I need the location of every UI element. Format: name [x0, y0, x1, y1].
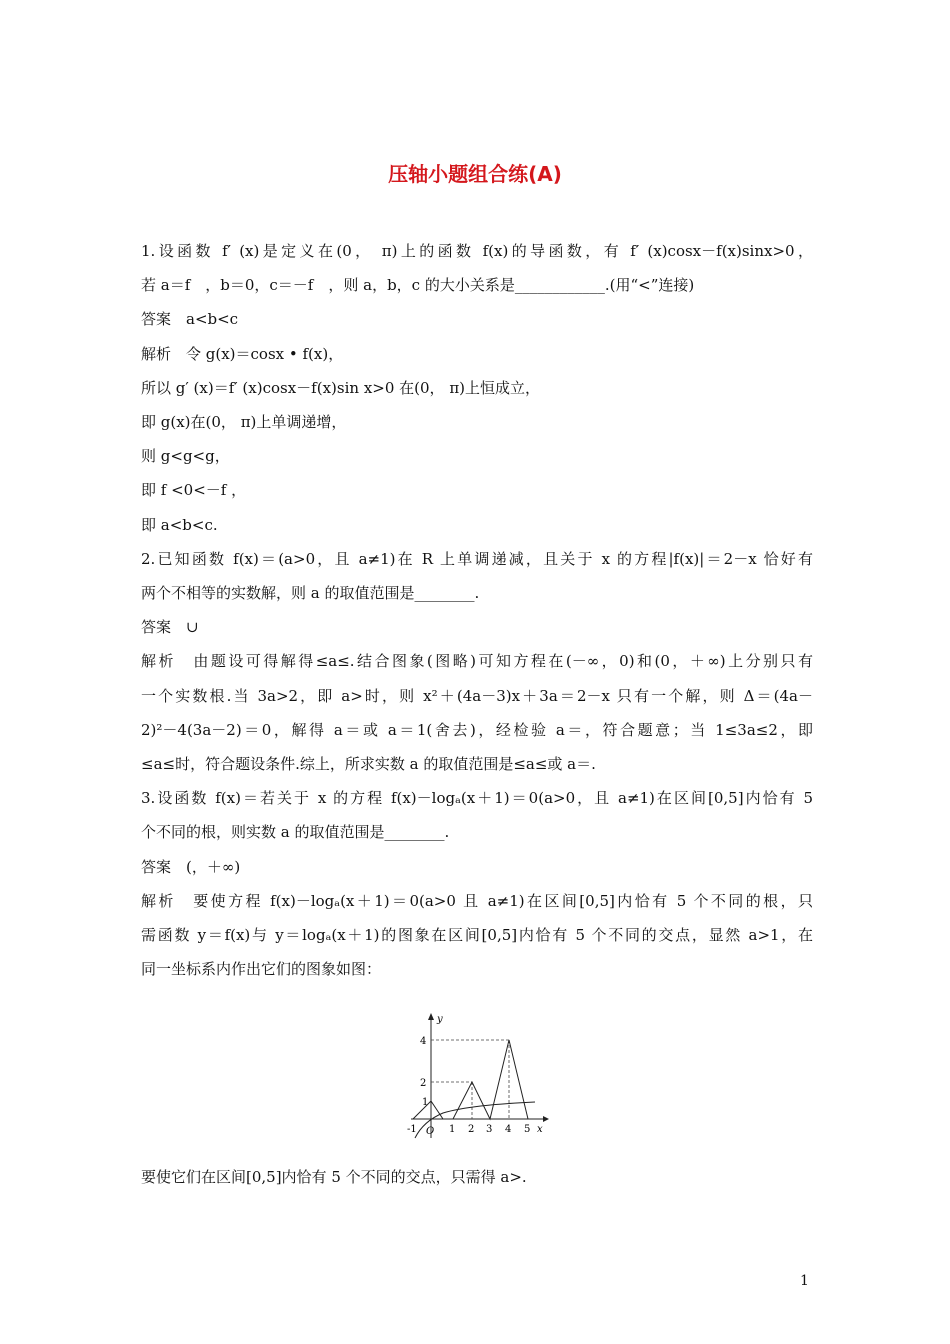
y-tick-label: 1 — [422, 1097, 429, 1108]
text-line: 一个实数根.当 3a>2，即 a>时，则 x²＋(4a－3)x＋3a＝2－x 只有一个解，则 Δ＝(4a－ — [141, 686, 813, 705]
text-line: 2)²－4(3a－2)＝0，解得 a＝或 a＝1(舍去)，经检验 a＝，符合题意；当 1≤3a≤2，即 — [141, 720, 813, 739]
text-line: 解析 要使方程 f(x)－logₐ(x＋1)＝0(a>0 且 a≠1)在区间[0,5]内恰有 5 个不同的根，只 — [141, 891, 813, 910]
text-line: 解析 由题设可得解得≤a≤.结合图象(图略)可知方程在(－∞，0)和(0，＋∞)上分别只有 — [141, 652, 813, 671]
x-tick-label: 1 — [449, 1124, 456, 1135]
text-line: 答案 a<b<c — [141, 310, 239, 329]
x-tick-label: -1 — [407, 1124, 417, 1135]
text-line: 答案 ∪ — [141, 618, 199, 637]
text-line: 即 f <0<－f ， — [141, 481, 247, 500]
text-line: 所以 g′ (x)＝f′ (x)cosx－f(x)sin x>0 在(0， π)上恒成立， — [141, 378, 541, 397]
y-tick-label: 4 — [420, 1036, 427, 1047]
text-line: 3.设函数 f(x)＝若关于 x 的方程 f(x)－logₐ(x＋1)＝0(a>0，且 a≠1)在区间[0,5]内恰有 5 — [141, 789, 813, 808]
page-number: 1 — [800, 1273, 809, 1289]
document-body — [141, 234, 813, 986]
text-line: 即 g(x)在(0， π)上单调递增， — [141, 413, 347, 432]
x-tick-label: 4 — [505, 1124, 512, 1135]
y-tick-label: 2 — [420, 1078, 427, 1089]
text-line: 若 a＝f ，b＝0，c＝－f ，则 a，b，c 的大小关系是____________.(用“<”连接) — [141, 276, 695, 295]
document-body-continued — [141, 1160, 813, 1194]
x-tick-label: 3 — [486, 1124, 493, 1135]
text-line: 要使它们在区间[0,5]内恰有 5 个不同的交点，只需得 a>. — [141, 1168, 527, 1186]
x-axis-label: x — [537, 1124, 543, 1135]
text-line: 两个不相等的实数解，则 a 的取值范围是________. — [141, 584, 480, 603]
y-axis-arrow — [428, 1013, 434, 1020]
page-title: 压轴小题组合练(A) — [388, 162, 562, 186]
text-line: 解析 令 g(x)＝cosx • f(x)， — [141, 344, 344, 363]
text-line: 同一坐标系内作出它们的图象如图： — [141, 960, 382, 979]
text-line: 2.已知函数 f(x)＝(a>0，且 a≠1)在 R 上单调递减，且关于 x 的方程|f(x)|＝2－x 恰好有 — [141, 549, 813, 568]
x-tick-label: 2 — [468, 1124, 475, 1135]
text-line: 个不同的根，则实数 a 的取值范围是________. — [141, 823, 450, 842]
x-axis-arrow — [543, 1116, 549, 1122]
text-line: 即 a<b<c. — [141, 515, 218, 534]
text-line: 需函数 y＝f(x)与 y＝logₐ(x＋1)的图象在区间[0,5]内恰有 5 个不同的交点，显然 a>1，在 — [141, 926, 813, 945]
text-line: 则 g<g<g， — [141, 447, 230, 466]
text-line: ≤a≤时，符合题设条件.综上，所求实数 a 的取值范围是≤a≤或 a＝. — [141, 755, 596, 774]
x-tick-label: 5 — [524, 1124, 531, 1135]
function-graph-figure — [403, 1008, 553, 1143]
text-line: 1.设函数 f′ (x)是定义在(0， π)上的函数 f(x)的导函数，有 f′ (x)cosx－f(x)sinx>0， — [141, 242, 813, 260]
y-axis-label: y — [437, 1014, 443, 1025]
text-line: 答案 (，＋∞) — [141, 857, 241, 876]
origin-label: O — [426, 1126, 435, 1137]
